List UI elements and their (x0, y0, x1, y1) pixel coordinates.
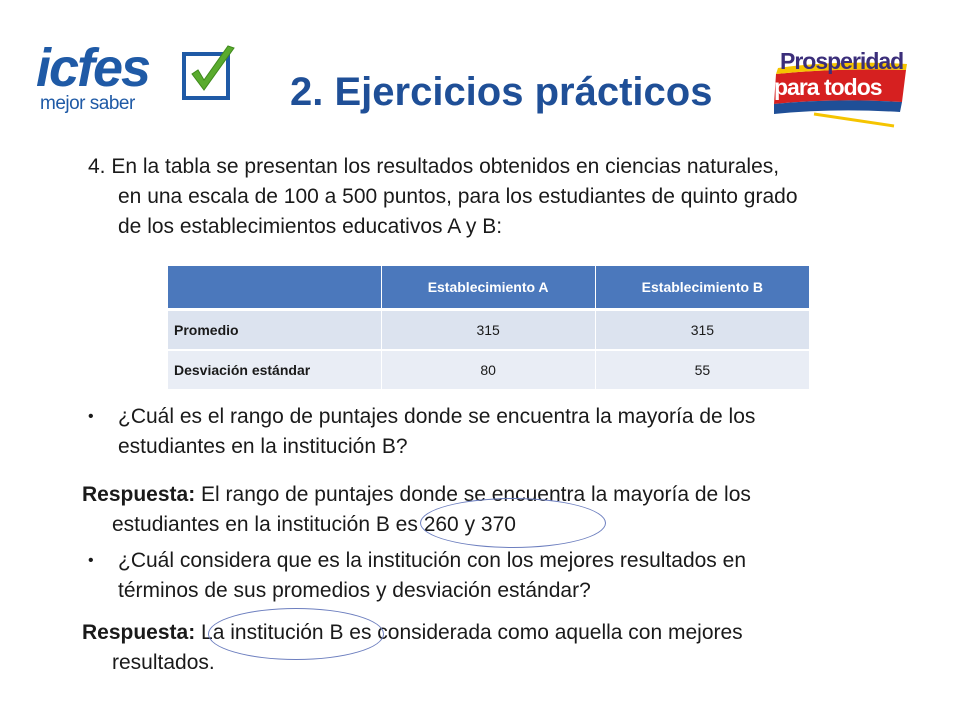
answer-2 (82, 618, 908, 678)
answer-1-range: 260 y 370 (423, 513, 516, 536)
question-1-line-1: ¿Cuál es el rango de puntajes donde se encuentra la mayoría de los (118, 405, 756, 428)
bullet-icon: • (88, 408, 94, 425)
answer-1-line-2: estudiantes en la institución B es (112, 513, 424, 536)
table-header-establecimiento-a: Establecimiento A (381, 266, 595, 310)
table-header-empty (168, 266, 381, 310)
row-label-promedio: Promedio (168, 310, 381, 351)
table-row (168, 310, 810, 351)
answer-1-line-1: El rango de puntajes donde se encuentra la mayoría de los (195, 483, 751, 506)
intro-line-2: en una escala de 100 a 500 puntos, para los estudiantes de quinto grado (118, 185, 798, 208)
question-2-line-2: términos de sus promedios y desviación estándar? (118, 579, 591, 602)
question-1-line-2: estudiantes en la institución B? (118, 435, 408, 458)
prosperidad-logo-line1: Prosperidad (780, 48, 904, 74)
icfes-logo (36, 40, 232, 116)
answer-2-line-2: resultados. (112, 651, 215, 674)
question-2 (88, 546, 908, 606)
answer-2-label: Respuesta: (82, 621, 196, 644)
answer-1-label: Respuesta: (82, 483, 196, 506)
intro-line-3: de los establecimientos educativos A y B: (118, 215, 503, 238)
table-row (168, 350, 810, 390)
answer-2-line-1: La institución B es considerada como aquella con mejores (195, 621, 743, 644)
icfes-logo-tagline: mejor saber (40, 93, 135, 114)
prosperidad-logo (774, 40, 914, 128)
question-1 (88, 402, 908, 462)
question-2-line-1: ¿Cuál considera que es la institución con los mejores resultados en (118, 549, 747, 572)
cell-desviacion-a: 80 (381, 350, 595, 390)
cell-promedio-b: 315 (595, 310, 809, 351)
cell-promedio-a: 315 (381, 310, 595, 351)
answer-1 (82, 480, 908, 540)
intro-line-1: 4. En la tabla se presentan los resultados obtenidos en ciencias naturales, (88, 155, 780, 178)
table-header-establecimiento-b: Establecimiento B (595, 266, 809, 310)
results-table (168, 266, 810, 391)
cell-desviacion-b: 55 (595, 350, 809, 390)
page-title: 2. Ejercicios prácticos (290, 70, 713, 114)
exercise-intro (88, 152, 908, 242)
table-header-row (168, 266, 810, 310)
bullet-icon: • (88, 552, 94, 569)
prosperidad-logo-line2: para todos (774, 74, 882, 100)
icfes-logo-word: icfes (36, 38, 150, 98)
checkmark-icon (182, 44, 238, 102)
row-label-desviacion: Desviación estándar (168, 350, 381, 390)
